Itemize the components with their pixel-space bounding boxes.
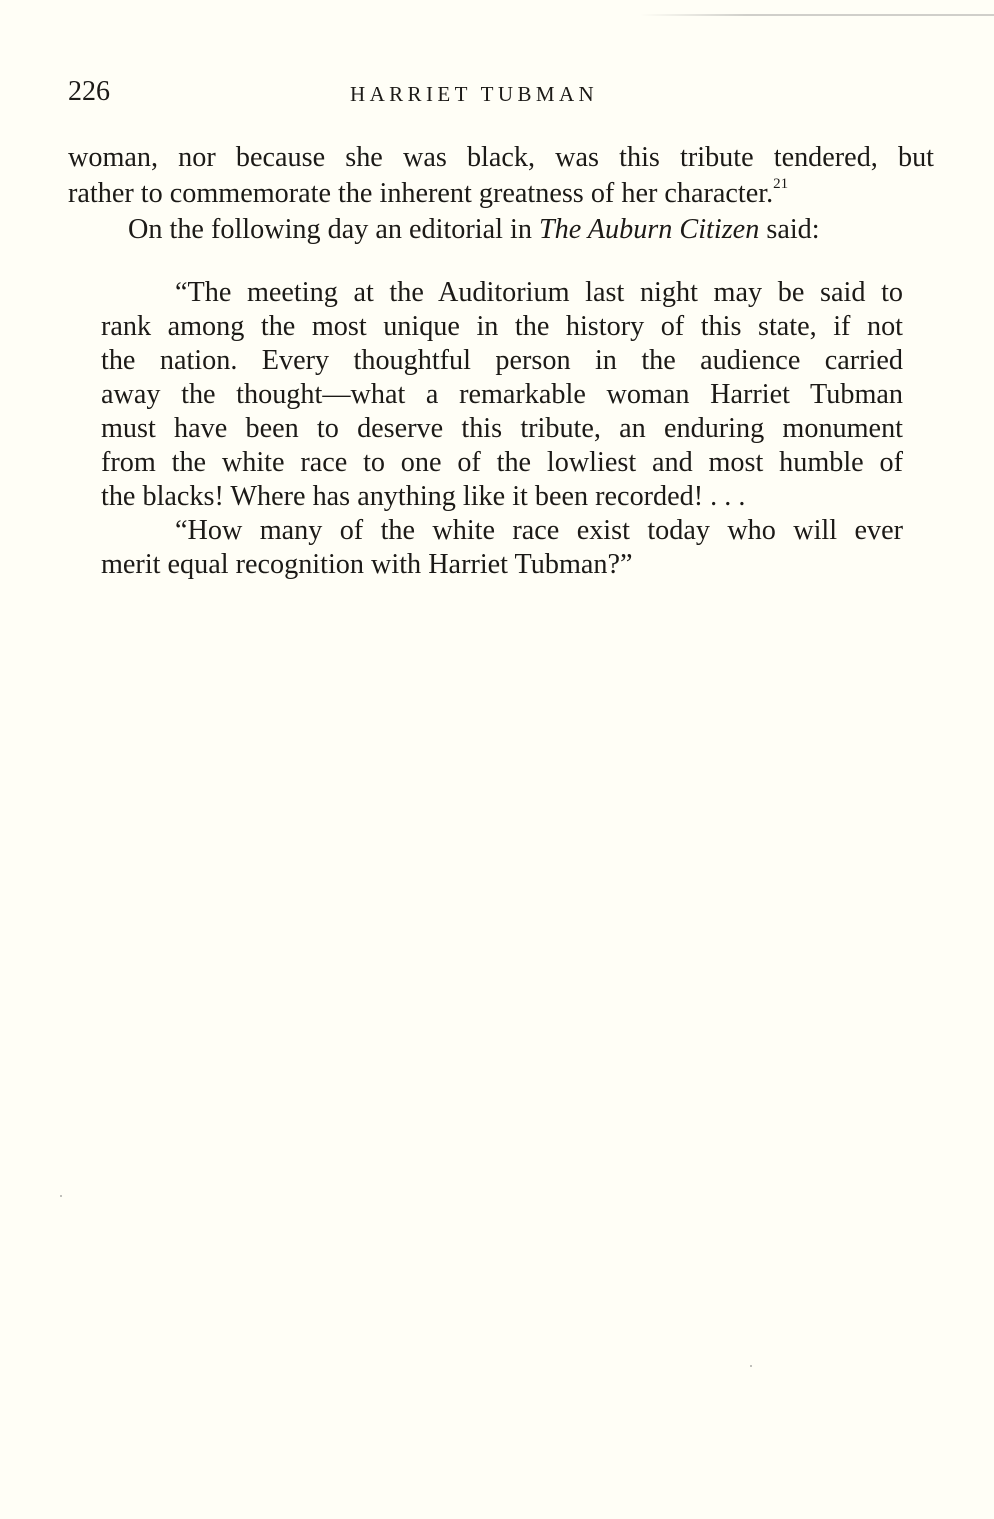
body-line [68,176,934,212]
footnote-reference: 21 [773,176,789,192]
scan-edge-line [640,14,994,16]
block-quote [101,276,903,582]
page-header [68,76,932,116]
quote-line: “The meeting at the Auditorium last night may be said to [175,277,903,308]
newspaper-title: The Auburn Citizen [538,214,760,245]
running-head: HARRIET TUBMAN [350,82,599,106]
scan-speck [750,1365,752,1367]
quote-line: the nation. Every thoughtful person in the audience carried [101,345,903,376]
quote-line: rank among the most unique in the history of this state, if not [101,311,903,342]
editorial-intro-end: said: [759,214,820,245]
scan-speck [60,1195,62,1197]
editorial-intro-text: On the following day an editorial in [128,214,539,245]
quote-line: merit equal recognition with Harriet Tubman?” [101,549,633,580]
body-text [68,140,934,248]
editorial-intro-line [68,212,934,248]
page-number: 226 [68,76,110,107]
quote-line: must have been to deserve this tribute, an enduring monument [101,413,903,444]
quote-line: away the thought—what a remarkable woman Harriet Tubman [101,379,903,410]
quote-line: “How many of the white race exist today who will ever [175,515,903,546]
quote-line: the blacks! Where has anything like it been recorded! . . . [101,481,746,512]
quote-line: from the white race to one of the lowliest and most humble of [101,447,903,478]
body-line-text: rather to commemorate the inherent greatness of her character. [68,178,774,209]
body-line: woman, nor because she was black, was this tribute tendered, but [68,142,934,173]
